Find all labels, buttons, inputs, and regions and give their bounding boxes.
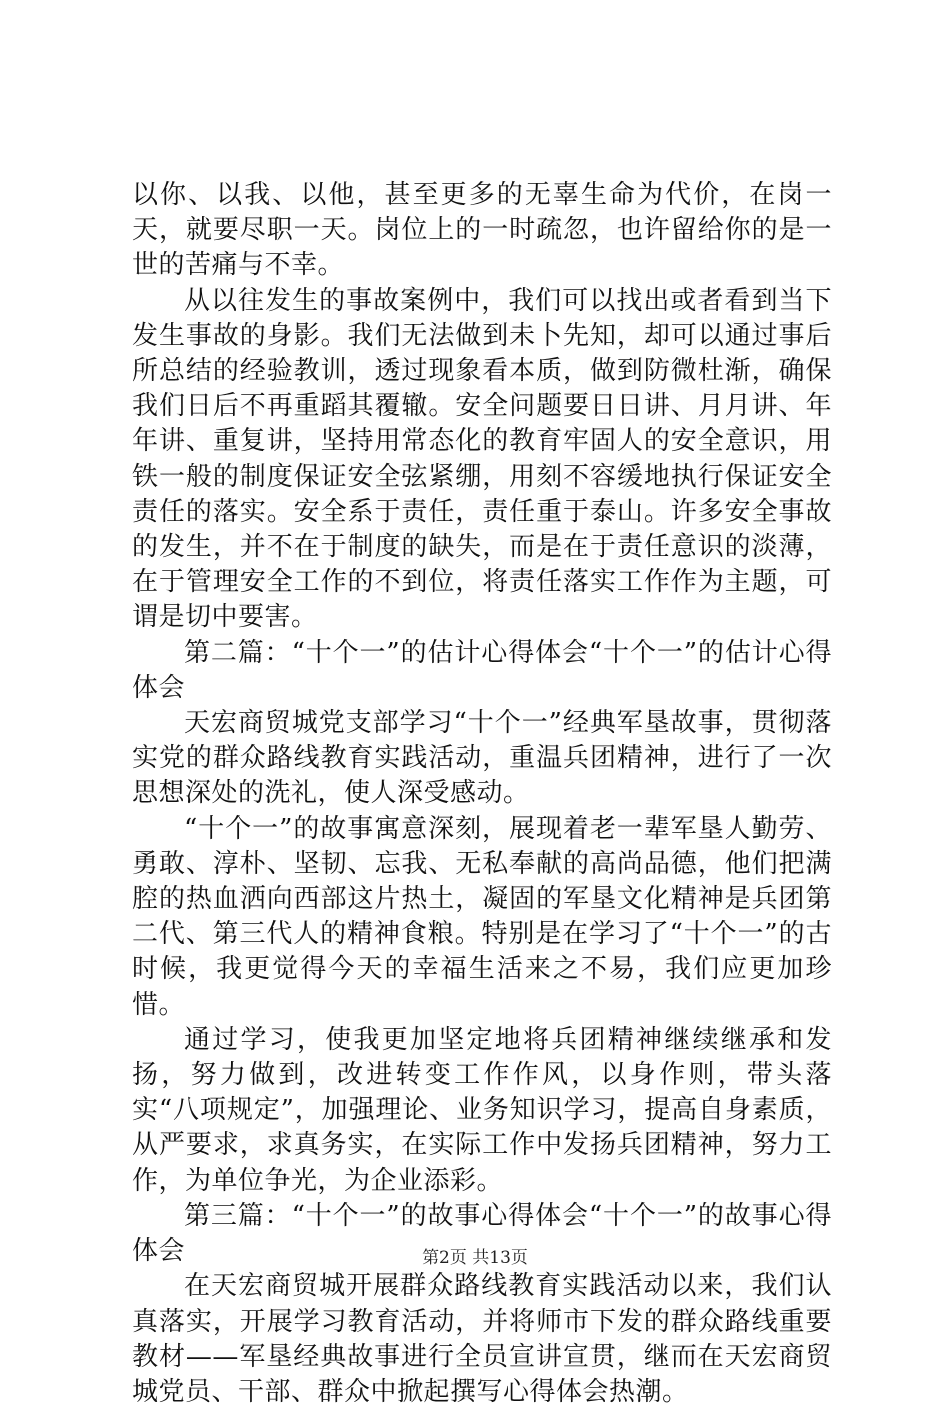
section-heading-2: 第二篇：“十个一”的估计心得体会“十个一”的估计心得体会 [132, 637, 832, 703]
page-number-footer: 第2页 共13页 [422, 1248, 528, 1268]
paragraph-4: “十个一”的故事寓意深刻，展现着老一辈军垦人勤劳、勇敢、淳朴、坚韧、忘我、无私奉献的高尚品德，他们把满腔的热血洒向西部这片热土，凝固的军垦文化精神是兵团第二代、第三代人的精神食粮。特别是在学习了“十个一”的古时候，我更觉得今天的幸福生活来之不易，我们应更加珍惜。 [132, 813, 832, 1020]
paragraph-6: 在天宏商贸城开展群众路线教育实践活动以来，我们认真落实，开展学习教育活动，并将师市下发的群众路线重要教材——军垦经典故事进行全员宣讲宣贯，继而在天宏商贸城党员、干部、群众中掀起撰写心得体会热潮。 [132, 1271, 832, 1407]
document-body [132, 178, 832, 1410]
paragraph-5: 通过学习，使我更加坚定地将兵团精神继续继承和发扬，努力做到，改进转变工作作风，以身作则，带头落实“八项规定”，加强理论、业务知识学习，提高自身素质，从严要求，求真务实，在实际工作中发扬兵团精神，努力工作，为单位争光，为企业添彩。 [132, 1024, 832, 1196]
section-heading-3: 第三篇：“十个一”的故事心得体会“十个一”的故事心得体会 [132, 1200, 832, 1267]
paragraph-3: 天宏商贸城党支部学习“十个一”经典军垦故事，贯彻落实党的群众路线教育实践活动，重温兵团精神，进行了一次思想深处的洗礼，使人深受感动。 [132, 708, 832, 809]
paragraph-2: 从以往发生的事故案例中，我们可以找出或者看到当下发生事故的身影。我们无法做到未卜先知，却可以通过事后所总结的经验教训，透过现象看本质，做到防微杜渐，确保我们日后不再重蹈其覆辙。安全问题要日日讲、月月讲、年年讲、重复讲，坚持用常态化的教育牢固人的安全意识，用铁一般的制度保证安全弦紧绷，用刻不容缓地执行保证安全责任的落实。安全系于责任，责任重于泰山。许多安全事故的发生，并不在于制度的缺失，而是在于责任意识的淡薄，在于管理安全工作的不到位，将责任落实工作作为主题，可谓是切中要害。 [132, 285, 832, 633]
paragraph-1: 以你、以我、以他，甚至更多的无辜生命为代价，在岗一天，就要尽职一天。岗位上的一时疏忽，也许留给你的是一世的苦痛与不幸。 [132, 180, 832, 281]
